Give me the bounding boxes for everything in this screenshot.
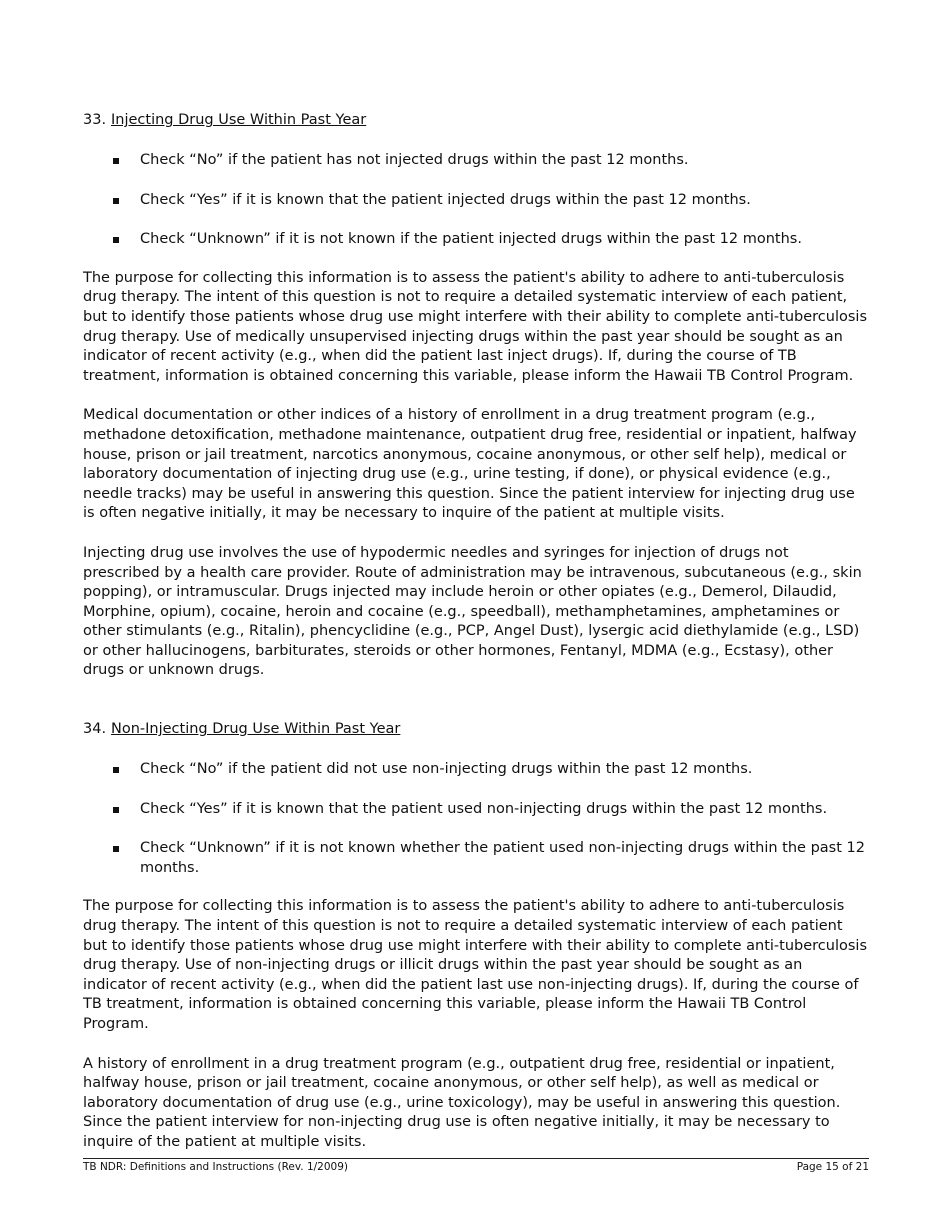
bullet-list bbox=[83, 760, 869, 878]
section-number: 33. bbox=[83, 112, 107, 128]
list-item-text: Check “No” if the patient has not injected drugs within the past 12 months. bbox=[140, 152, 689, 168]
list-item-text: Check “No” if the patient did not use non-injecting drugs within the past 12 months. bbox=[140, 761, 753, 778]
square-bullet-icon bbox=[113, 807, 119, 813]
document-page bbox=[83, 111, 869, 1153]
section-heading bbox=[83, 111, 869, 131]
bullet-list bbox=[83, 151, 869, 250]
footer-document-title: TB NDR: Definitions and Instructions (Rev. 1/2009) bbox=[83, 1161, 348, 1173]
list-item-text: Check “Unknown” if it is not known if the patient injected drugs within the past 12 months. bbox=[140, 231, 802, 248]
list-item bbox=[83, 151, 869, 171]
footer-page-number: Page 15 of 21 bbox=[796, 1161, 869, 1173]
page-footer bbox=[83, 1158, 869, 1174]
section-number: 34. bbox=[83, 721, 107, 738]
list-item-text: Check “Yes” if it is known that the patient injected drugs within the past 12 months. bbox=[140, 191, 751, 208]
list-item-text: Check “Unknown” if it is not known whether the patient used non-injecting drugs within the past 12 months. bbox=[140, 840, 865, 876]
section-heading bbox=[83, 720, 869, 740]
list-item bbox=[83, 230, 869, 250]
paragraph: The purpose for collecting this information is to assess the patient's ability to adhere to anti-tuberculosis drug therapy. The intent of this question is not to require a detailed systematic interview of each patient but to identify those patients whose drug use might interfere with their ability to complete anti-tuberculosis drug therapy. Use of non-injecting drugs or illicit drugs within the past year should be sought as an indicator of recent activity (e.g., when did the patient last use non-injecting drugs). If, during the course of TB treatment, information is obtained concerning this variable, please inform the Hawaii TB Control Program. bbox=[83, 898, 868, 1032]
section-title: Non-Injecting Drug Use Within Past Year bbox=[111, 721, 401, 738]
list-item bbox=[83, 839, 869, 878]
paragraph: Injecting drug use involves the use of hypodermic needles and syringes for injection of drugs not prescribed by a health care provider. Route of administration may be intravenous, subcutaneous (e.g., skin popping), or intramuscular. Drugs injected may include heroin or other opiates (e.g., Demerol, Dilaudid, Morphine, opium), cocaine, heroin and cocaine (e.g., speedball), methamphetamines, amphetamines or other stimulants (e.g., Ritalin), phencyclidine (e.g., PCP, Angel Dust), lysergic acid diethylamide (e.g., LSD) or other hallucinogens, barbiturates, steroids or other hormones, Fentanyl, MDMA (e.g., Ecstasy), other drugs or unknown drugs. bbox=[83, 544, 862, 679]
paragraph: The purpose for collecting this information is to assess the patient's ability to adhere to anti-tuberculosis drug therapy. The intent of this question is not to require a detailed systematic interview of each patient, but to identify those patients whose drug use might interfere with their ability to complete anti-tuberculosis drug therapy. Use of medically unsupervised injecting drugs within the past year should be sought as an indicator of recent activity (e.g., when did the patient last inject drugs). If, during the course of TB treatment, information is obtained concerning this variable, please inform the Hawaii TB Control Program. bbox=[83, 269, 868, 384]
list-item bbox=[83, 800, 869, 820]
section-33 bbox=[83, 111, 869, 681]
list-item bbox=[83, 760, 869, 780]
section-34 bbox=[83, 720, 869, 1153]
square-bullet-icon bbox=[113, 198, 119, 204]
list-item-text: Check “Yes” if it is known that the patient used non-injecting drugs within the past 12 months. bbox=[140, 800, 828, 817]
paragraph: Medical documentation or other indices of a history of enrollment in a drug treatment program (e.g., methadone detoxification, methadone maintenance, outpatient drug free, residential or inpatient, halfway house, prison or jail treatment, narcotics anonymous, cocaine anonymous, or other self help), medical or laboratory documentation of injecting drug use (e.g., urine testing, if done), or physical evidence (e.g., needle tracks) may be useful in answering this question. Since the patient interview for injecting drug use is often negative initially, it may be necessary to inquire of the patient at multiple visits. bbox=[83, 407, 857, 522]
paragraph: A history of enrollment in a drug treatment program (e.g., outpatient drug free, residential or inpatient, halfway house, prison or jail treatment, cocaine anonymous, or other self help), as well as medical or laboratory documentation of drug use (e.g., urine toxicology), may be useful in answering this question. Since the patient interview for non-injecting drug use is often negative initially, it may be necessary to inquire of the patient at multiple visits. bbox=[83, 1055, 841, 1150]
square-bullet-icon bbox=[113, 237, 119, 243]
section-title: Injecting Drug Use Within Past Year bbox=[111, 112, 367, 128]
square-bullet-icon bbox=[113, 158, 119, 164]
square-bullet-icon bbox=[113, 767, 119, 773]
square-bullet-icon bbox=[113, 846, 119, 852]
list-item bbox=[83, 191, 869, 211]
